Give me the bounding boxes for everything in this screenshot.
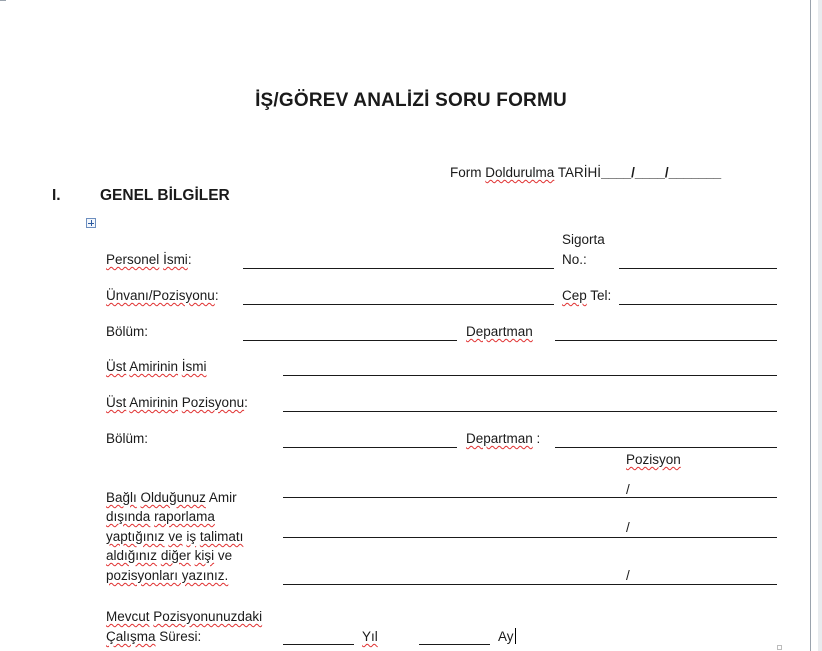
- yil-field[interactable]: [283, 644, 354, 645]
- raporlama-field-2[interactable]: [283, 537, 777, 538]
- slash-3: /: [626, 568, 630, 583]
- bagli-amir-label-l4: aldığınız diğer kişi ve: [106, 548, 233, 563]
- calisma-suresi-label-l2: Çalışma Süresi:: [106, 629, 202, 644]
- departman-2-label: Departman :: [466, 431, 541, 446]
- departman-label: Departman: [466, 324, 533, 339]
- raporlama-field-3[interactable]: [283, 584, 777, 585]
- table-move-handle-icon[interactable]: [86, 218, 96, 228]
- text-cursor: [515, 628, 516, 644]
- sigorta-no-field[interactable]: [619, 268, 777, 269]
- departman-field[interactable]: [555, 340, 777, 341]
- document-title: İŞ/GÖREV ANALİZİ SORU FORMU: [255, 90, 567, 111]
- unvan-label: Ünvanı/Pozisyonu:: [106, 288, 219, 303]
- cep-tel-field[interactable]: [619, 304, 777, 305]
- cep-tel-label: Cep Tel:: [562, 288, 612, 303]
- calisma-suresi-label-l1: Mevcut Pozisyonunuzdaki: [106, 609, 263, 624]
- yil-label: Yıl: [362, 629, 378, 644]
- section-title: GENEL BİLGİLER: [100, 187, 230, 204]
- unvan-field[interactable]: [243, 304, 554, 305]
- ust-amir-pozisyon-label: Üst Amirinin Pozisyonu:: [106, 395, 248, 410]
- bolum-field[interactable]: [243, 340, 457, 341]
- raporlama-field-1[interactable]: [283, 497, 777, 498]
- ust-amir-ismi-label: Üst Amirinin İsmi: [106, 359, 207, 374]
- ay-label: Ay: [498, 629, 514, 644]
- fill-date-label: Form Doldurulma TARİHİ____/____/_______: [450, 165, 722, 180]
- ust-amir-ismi-field[interactable]: [283, 375, 777, 376]
- bolum-2-field[interactable]: [283, 447, 457, 448]
- ust-amir-pozisyon-field[interactable]: [283, 411, 777, 412]
- slash-1: /: [626, 482, 630, 497]
- ay-field[interactable]: [419, 644, 490, 645]
- sigorta-label-line2: No.:: [562, 252, 587, 267]
- bagli-amir-label-l2: dışında raporlama: [106, 509, 215, 524]
- bagli-amir-label-l5: pozisyonları yazınız.: [106, 568, 229, 583]
- page-corner-mark: [0, 0, 6, 1]
- section-number: I.: [52, 187, 61, 204]
- pozisyon-column-header: Pozisyon: [626, 452, 681, 467]
- cell-end-mark: [777, 645, 782, 650]
- sigorta-label-line1: Sigorta: [562, 232, 605, 247]
- bagli-amir-label-l1: Bağlı Olduğunuz Amir: [106, 490, 237, 505]
- bolum-label: Bölüm:: [106, 324, 149, 339]
- date-blank[interactable]: ____/____/_______: [601, 165, 722, 180]
- departman-2-field[interactable]: [555, 447, 777, 448]
- personel-ismi-label: Personel İsmi:: [106, 252, 192, 267]
- slash-2: /: [626, 520, 630, 535]
- personel-ismi-field[interactable]: [243, 268, 554, 269]
- bolum-2-label: Bölüm:: [106, 431, 149, 446]
- bagli-amir-label-l3: yaptığınız ve iş talimatı: [106, 529, 244, 544]
